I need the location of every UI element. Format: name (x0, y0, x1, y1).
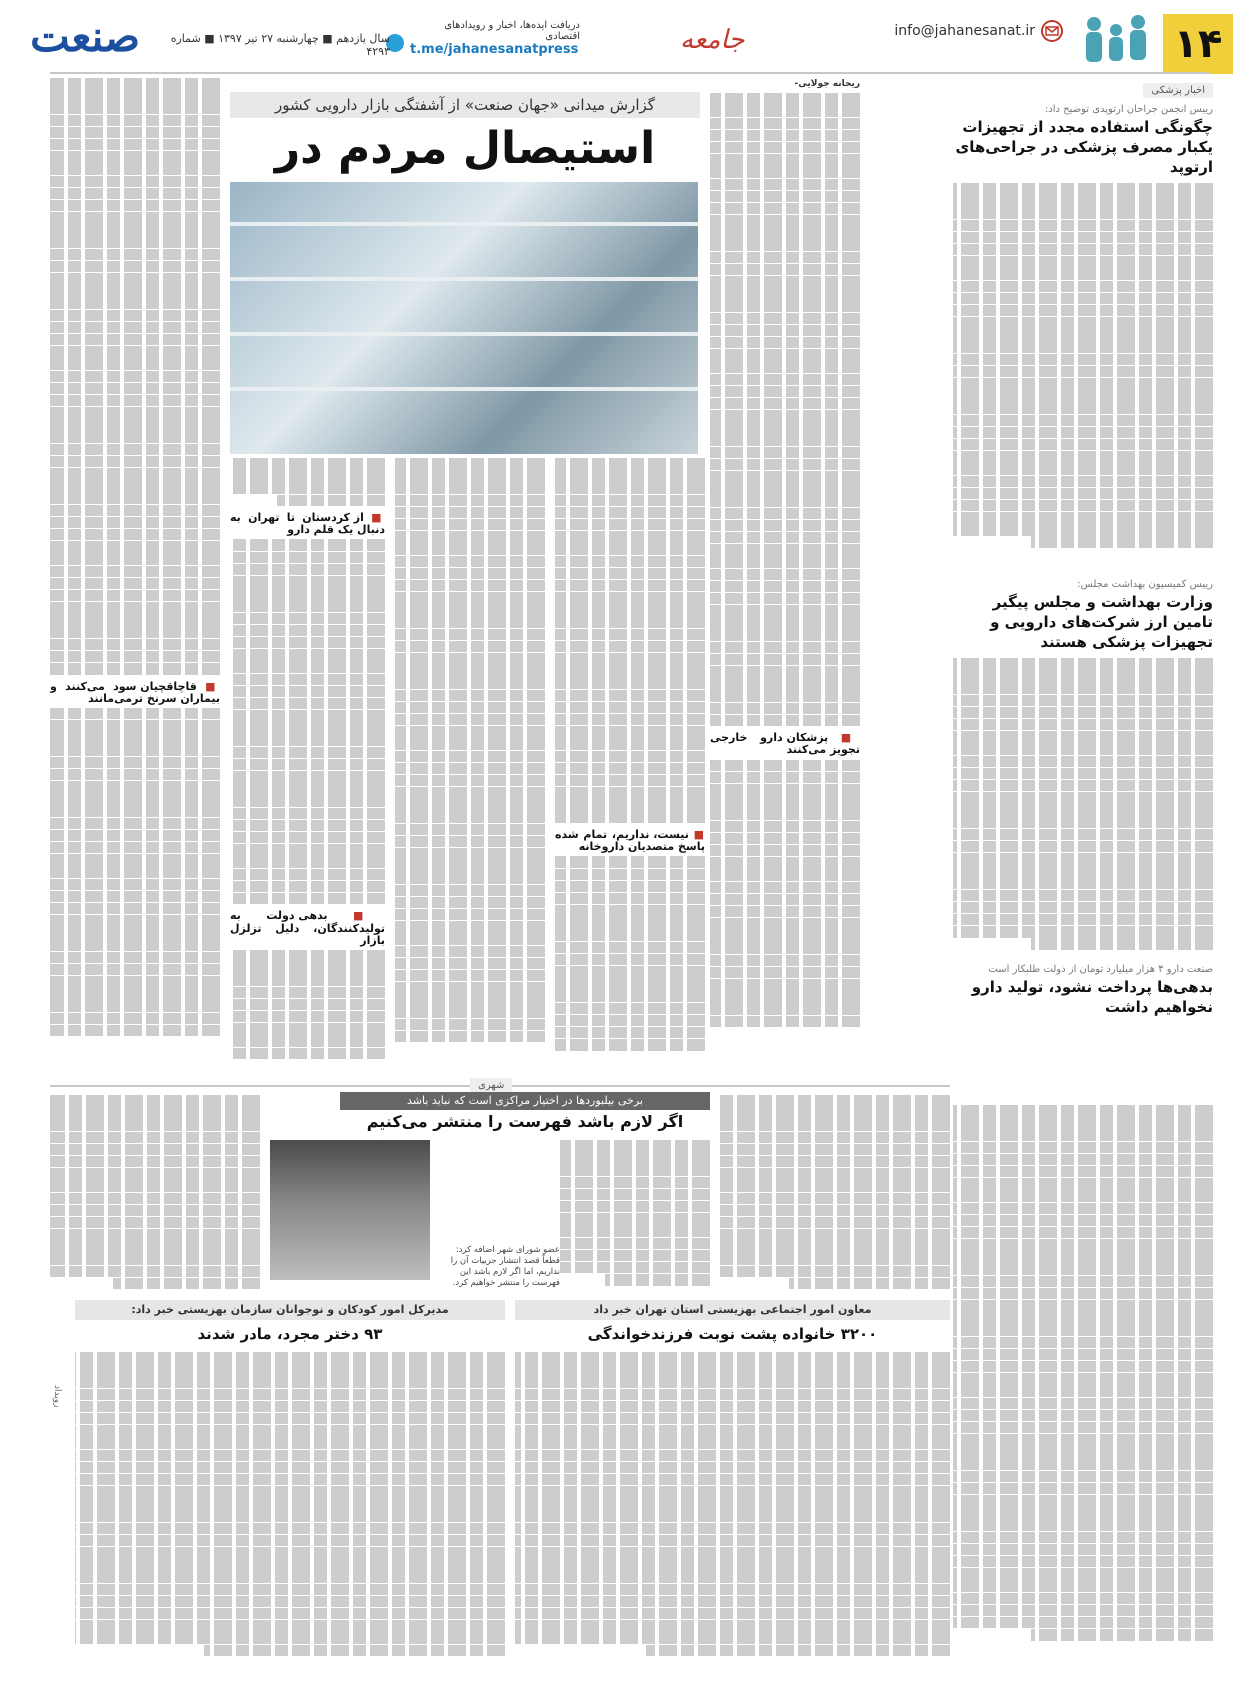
section-tag: شهری (470, 1078, 512, 1093)
footer-left-title[interactable]: ۹۳ دختر مجرد، مادر شدند (197, 1325, 383, 1343)
article-headline[interactable]: چگونگی استفاده مجدد از تجهیزات یکبار مصرف پزشکی در جراحی‌های ارتوپد (955, 118, 1213, 176)
article-body (953, 183, 1213, 573)
feature-byline: ریحانه جولایی- (794, 79, 860, 89)
family-icon (1078, 10, 1158, 75)
feature-subhead: ■ بدهی دولت به تولیدکنندگان، دلیل تزلزل بازار (230, 909, 385, 947)
article-kicker: رییس کمیسیون بهداشت مجلس: (1077, 579, 1213, 590)
photo-caption: عضو شورای شهر اضافه کرد: قطعاً قصد انتشار جزییات آن را نداریم، اما اگر لازم باشد این فهرست را منتشر خواهیم کرد. (450, 1245, 560, 1288)
article-headline[interactable]: وزارت بهداشت و مجلس پیگیر تامین ارز شرکت‌های دارویی و تجهیزات پزشکی هستند (990, 593, 1213, 651)
telegram-handle[interactable]: t.me/jahanesanatpress (410, 42, 579, 57)
telegram-line: دریافت ایده‌ها، اخبار و رویدادهای اقتصادی (444, 20, 580, 42)
email-contact[interactable] (894, 20, 1063, 42)
feature-subhead: ■ قاچاقچیان سود می‌کنند و بیماران سرنخ ترمی‌مانند (50, 679, 220, 705)
article-headline[interactable]: بدهی‌ها پرداخت نشود، تولید دارو نخواهیم داشت (971, 978, 1213, 1016)
article-kicker: صنعت دارو ۴ هزار میلیارد تومان از دولت طلبکار است (988, 964, 1213, 975)
feature-column-4 (230, 458, 385, 1073)
story-column-middle (560, 1140, 710, 1295)
column-tag: اخبار پزشکی (1143, 83, 1213, 98)
story-column-left (50, 1095, 260, 1295)
section-side-label: رویداد (52, 1385, 62, 1408)
right-column-continued (953, 1105, 1213, 1675)
feature-kicker: گزارش میدانی «جهان صنعت» از آشفتگی بازار دارویی کشور (230, 92, 700, 118)
article-kicker: رییس انجمن جراحان ارتوپدی توضیح داد: (1044, 104, 1213, 115)
newspaper-logo: صنعت (30, 12, 140, 61)
telegram-box[interactable] (410, 20, 580, 57)
footer-right-body (515, 1352, 950, 1672)
story-title[interactable]: اگر لازم باشد فهرست را منتشر می‌کنیم (366, 1112, 684, 1131)
feature-column-5 (50, 78, 220, 1078)
footer-right-title[interactable]: ۳۲۰۰ خانواده پشت نوبت فرزندخواندگی (587, 1325, 878, 1343)
feature-column-3 (395, 458, 545, 1073)
page-number: ۱۴ (1163, 14, 1233, 74)
footer-left-body (75, 1352, 505, 1672)
email-address[interactable]: info@jahanesanat.ir (894, 23, 1035, 39)
feature-column-1 (710, 78, 860, 1078)
pharmacy-photo (230, 182, 698, 454)
footer-right-kicker: معاون امور اجتماعی بهزیستی استان تهران خبر داد (515, 1300, 950, 1320)
feature-subhead: ■ از کردستان تا تهران به دنبال یک قلم دارو (230, 511, 385, 537)
official-portrait (270, 1140, 430, 1280)
right-news-column (953, 78, 1213, 1113)
footer-left-kicker: مدیرکل امور کودکان و نوجوانان سازمان بهزیستی خبر داد: (75, 1300, 505, 1320)
feature-title[interactable]: استیصال مردم در (274, 123, 656, 174)
feature-subhead: ■ نیست، نداریم، تمام شده پاسخ متصدیان داروخانه (555, 827, 705, 854)
article-body (953, 658, 1213, 958)
masthead-rule (50, 72, 1210, 74)
email-icon (1041, 20, 1063, 42)
section-title: جامعه (680, 25, 745, 55)
issue-info: سال یازدهم ■ چهارشنبه ۲۷ تیر ۱۳۹۷ ■ شماره ۴۲۹۳ (170, 32, 390, 58)
story-column-right (720, 1095, 950, 1295)
feature-subhead: ■ پزشکان دارو خارجی تجویز می‌کنند (710, 731, 860, 757)
feature-column-2 (555, 458, 705, 1073)
story-banner: برخی بیلبوردها در اختیار مراکزی است که نباید باشد (340, 1092, 710, 1110)
